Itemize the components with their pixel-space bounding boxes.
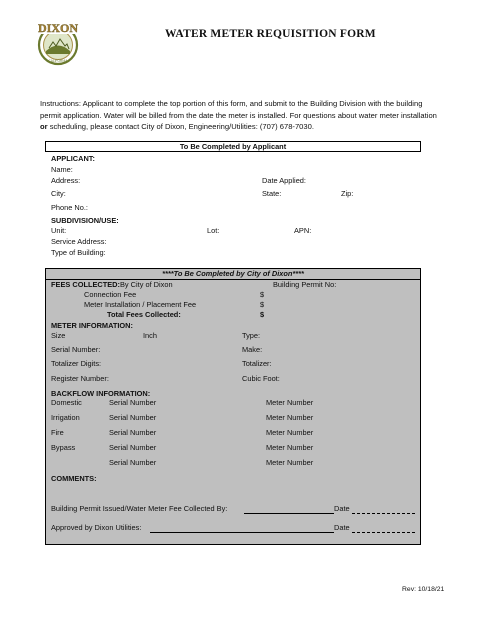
svg-text:CALIFORNIA: CALIFORNIA	[48, 59, 68, 63]
city-section-header: ****To Be Completed by City of Dixon****	[46, 269, 420, 280]
backflow-type: Domestic	[51, 398, 82, 407]
serial-number-label: Serial Number:	[51, 345, 101, 354]
permit-date-label: Date	[334, 504, 350, 513]
name-label: Name:	[51, 165, 73, 174]
backflow-meter-label: Meter Number	[266, 428, 314, 437]
type-label: Type:	[242, 331, 261, 340]
applicant-heading: APPLICANT:	[51, 154, 95, 163]
permit-issued-by-label: Building Permit Issued/Water Meter Fee Collected By:	[51, 504, 228, 513]
form-title: WATER METER REQUISITION FORM	[165, 28, 376, 40]
subdivision-heading: SUBDIVISION/USE:	[51, 216, 119, 225]
state-label: State:	[262, 189, 282, 198]
backflow-serial-label: Serial Number	[109, 458, 157, 467]
backflow-meter-label: Meter Number	[266, 413, 314, 422]
backflow-type: Irrigation	[51, 413, 80, 422]
apn-label: APN:	[294, 226, 312, 235]
unit-label: Unit:	[51, 226, 67, 235]
permit-issued-by-line	[244, 513, 334, 514]
cubic-foot-label: Cubic Foot:	[242, 374, 280, 383]
lot-label: Lot:	[207, 226, 220, 235]
comments-heading: COMMENTS:	[51, 474, 97, 483]
total-fees-label: Total Fees Collected:	[107, 310, 181, 319]
register-number-label: Register Number:	[51, 374, 109, 383]
meter-install-fee-label: Meter Installation / Placement Fee	[84, 300, 197, 309]
approved-by-line	[150, 532, 334, 533]
total-fees-dollar: $	[260, 310, 265, 319]
totalizer-label: Totalizer:	[242, 359, 272, 368]
fees-collected-heading: FEES COLLECTED:	[51, 280, 120, 289]
permit-date-line	[352, 513, 415, 514]
svg-text:DIXON: DIXON	[37, 21, 79, 35]
approved-date-label: Date	[334, 523, 350, 532]
backflow-type: Bypass	[51, 443, 76, 452]
backflow-meter-label: Meter Number	[266, 443, 314, 452]
inch-label: Inch	[143, 331, 157, 340]
backflow-serial-label: Serial Number	[109, 428, 157, 437]
connection-fee-dollar: $	[260, 290, 265, 299]
make-label: Make:	[242, 345, 263, 354]
backflow-serial-label: Serial Number	[109, 398, 157, 407]
approved-date-line	[352, 532, 415, 533]
meter-info-heading: METER INFORMATION:	[51, 321, 133, 330]
instructions: Instructions: Applicant to complete the top portion of this form, and submit to the Building Division with the building permit application. Water will be billed from the date the meter is installed. For questions about water meter installation or scheduling, please contact City of Dixon, Engineering/Utilities: (707) 678-7030.	[40, 99, 437, 132]
backflow-meter-label: Meter Number	[266, 398, 314, 407]
backflow-type: Fire	[51, 428, 64, 437]
size-label: Size	[51, 331, 66, 340]
applicant-section-header: To Be Completed by Applicant	[45, 141, 421, 152]
backflow-serial-label: Serial Number	[109, 413, 157, 422]
backflow-meter-label: Meter Number	[266, 458, 314, 467]
connection-fee-label: Connection Fee	[84, 290, 137, 299]
phone-label: Phone No.:	[51, 203, 88, 212]
backflow-info-heading: BACKFLOW INFORMATION:	[51, 389, 151, 398]
city-label: City:	[51, 189, 66, 198]
zip-label: Zip:	[341, 189, 354, 198]
city-logo	[36, 18, 80, 68]
type-of-building-label: Type of Building:	[51, 248, 106, 257]
building-permit-no-label: Building Permit No:	[273, 280, 337, 289]
address-label: Address:	[51, 176, 81, 185]
date-applied-label: Date Applied:	[262, 176, 306, 185]
service-address-label: Service Address:	[51, 237, 107, 246]
backflow-serial-label: Serial Number	[109, 443, 157, 452]
totalizer-digits-label: Totalizer Digits:	[51, 359, 102, 368]
meter-install-fee-dollar: $	[260, 300, 265, 309]
by-city-label: By City of Dixon	[120, 280, 173, 289]
revision-label: Rev: 10/18/21	[402, 586, 445, 593]
approved-by-label: Approved by Dixon Utilities:	[51, 523, 142, 532]
